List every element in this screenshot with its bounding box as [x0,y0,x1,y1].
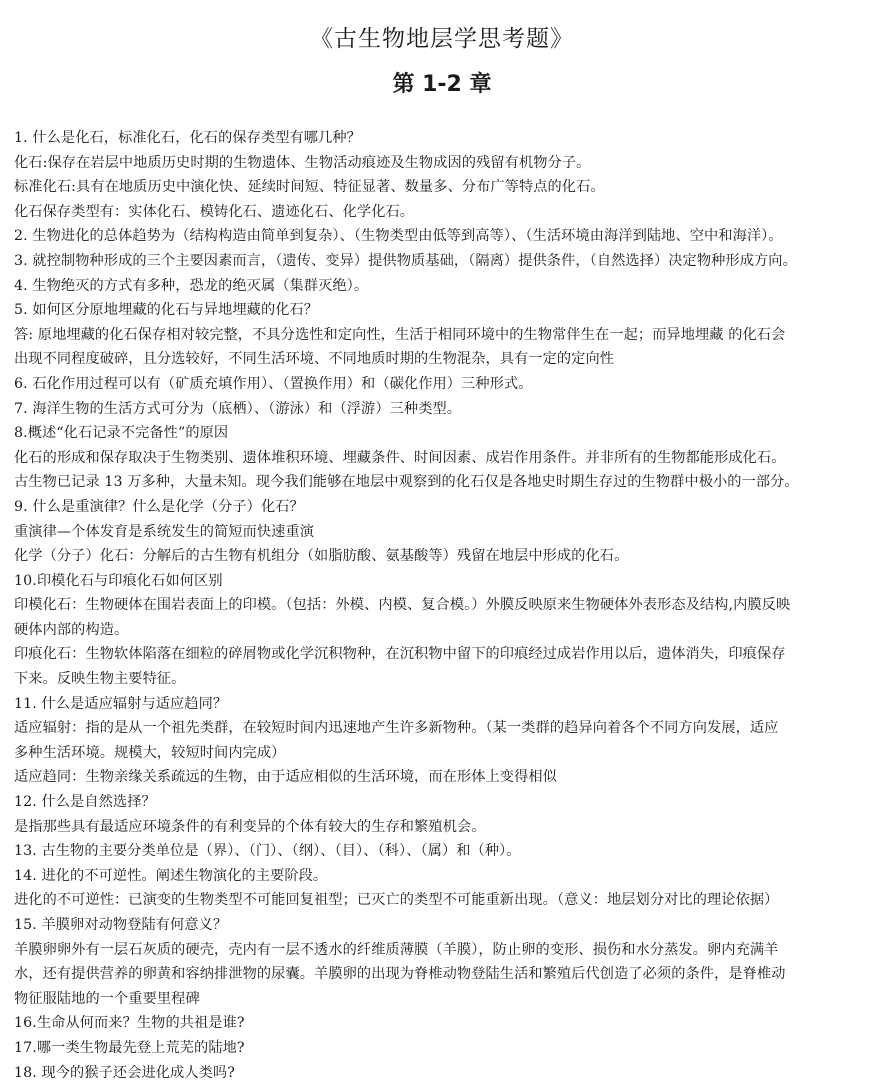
document-title: 《古生物地层学思考题》 [310,26,574,52]
text-line: 1. 什么是化石，标准化石，化石的保存类型有哪几种？ [14,130,361,146]
text-line: 答: 原地埋藏的化石保存相对较完整，不具分选性和定向性，生活于相同环境中的生物常伴生在一起；而异地埋藏 的化石会 [14,326,786,343]
text-line: 下来。反映生物主要特征。 [14,671,186,688]
text-line: 2. 生物进化的总体趋势为（结构构造由简单到复杂）、（生物类型由低等到高等）、（生活环境由海洋到陆地、空中和海洋）。 [14,228,783,245]
text-line: 印模化石：生物硬体在围岩表面上的印模。（包括：外模、内模、复合模。）外膜反映原来生物硬体外表形态及结构,内膜反映 [14,597,791,614]
text-line: 进化的不可逆性：已演变的生物类型不可能回复祖型；已灭亡的类型不可能重新出现。（意义：地层划分对比的理论依据） [14,892,779,909]
text-line: 4. 生物绝灭的方式有多种，恐龙的绝灭属（集群灭绝）。 [14,277,369,294]
text-line: 羊膜卵卵外有一层石灰质的硬壳，壳内有一层不透水的纤维质薄膜（羊膜），防止卵的变形、损伤和水分蒸发。卵内充满羊 [14,941,779,958]
document-body [14,126,870,1085]
chapter-heading: 第 1-2 章 [392,72,492,97]
text-line: 水，还有提供营养的卵黄和容纳排泄物的尿囊。羊膜卵的出现为脊椎动物登陆生活和繁殖后代创造了必须的条件，是脊椎动 [14,966,786,983]
text-line: 出现不同程度破碎，且分选较好，不同生活环境、不同地质时期的生物混杂，具有一定的定向性 [14,351,615,368]
text-line: 16.生命从何而来？生物的共祖是谁? [14,1015,245,1032]
text-line: 10.印模化石与印痕化石如何区别 [14,572,223,589]
text-line: 硬体内部的构造。 [14,621,129,638]
text-line: 9. 什么是重演律？什么是化学（分子）化石？ [14,498,304,515]
text-line: 13. 古生物的主要分类单位是（界）、（门）、（纲）、（目）、（科）、（属）和（种）。 [14,843,521,860]
text-line: 18. 现今的猴子还会进化成人类吗? [14,1064,235,1081]
text-line: 重演律—个体发育是系统发生的简短而快速重演 [14,523,315,540]
text-line: 3. 就控制物种形成的三个主要因素而言，（遗传、变异）提供物质基础，（隔离）提供条件，（自然选择）决定物种形成方向。 [14,252,797,269]
text-line: 古生物已记录 13 万多种，大量未知。现今我们能够在地层中观察到的化石仅是各地史时期生存过的生物群中极小的一部分。 [14,474,799,491]
text-line: 14. 进化的不可逆性。阐述生物演化的主要阶段。 [14,867,328,884]
text-line: 8.概述“化石记录不完备性”的原因 [14,425,229,442]
text-line: 化石:保存在岩层中地质历史时期的生物遗体、生物活动痕迹及生物成因的残留有机物分子。 [14,154,591,171]
text-line: 适应辐射：指的是从一个祖先类群，在较短时间内迅速地产生许多新物种。（某一类群的趋异向着各个不同方向发展，适应 [14,720,779,737]
text-line: 11. 什么是适应辐射与适应趋同？ [14,695,228,712]
text-line: 是指那些具有最适应环境条件的有利变异的个体有较大的生存和繁殖机会。 [14,818,486,835]
text-line: 17.哪一类生物最先登上荒芜的陆地? [14,1039,245,1056]
text-line: 15. 羊膜卵对动物登陆有何意义？ [14,917,228,933]
text-line: 物征服陆地的一个重要里程碑 [14,990,200,1007]
text-line: 化石的形成和保存取决于生物类别、遗体堆积环境、埋藏条件、时间因素、成岩作用条件。并非所有的生物都能形成化石。 [14,449,786,466]
text-line: 多种生活环境。规模大，较短时间内完成） [14,744,286,761]
text-line: 印痕化石：生物软体陷落在细粒的碎屑物或化学沉积物种，在沉积物中留下的印痕经过成岩作用以后，遗体消失，印痕保存 [14,646,786,663]
text-line: 化学（分子）化石：分解后的古生物有机组分（如脂肪酸、氨基酸等）残留在地层中形成的化石。 [14,548,629,565]
text-line: 适应趋同：生物亲缘关系疏远的生物，由于适应相似的生活环境，而在形体上变得相似 [14,769,557,786]
text-line: 7. 海洋生物的生活方式可分为（底栖）、（游泳）和（浮游）三种类型。 [14,400,462,417]
text-line: 5. 如何区分原地埋藏的化石与异地埋藏的化石？ [14,302,319,319]
text-line: 化石保存类型有：实体化石、模铸化石、遗迹化石、化学化石。 [14,203,415,220]
text-line: 6. 石化作用过程可以有（矿质充填作用）、（置换作用）和（碳化作用）三种形式。 [14,375,533,392]
text-line: 标准化石:具有在地质历史中演化快、延续时间短、特征显著、数量多、分布广等特点的化石。 [14,179,605,196]
text-line: 12. 什么是自然选择？ [14,794,156,811]
